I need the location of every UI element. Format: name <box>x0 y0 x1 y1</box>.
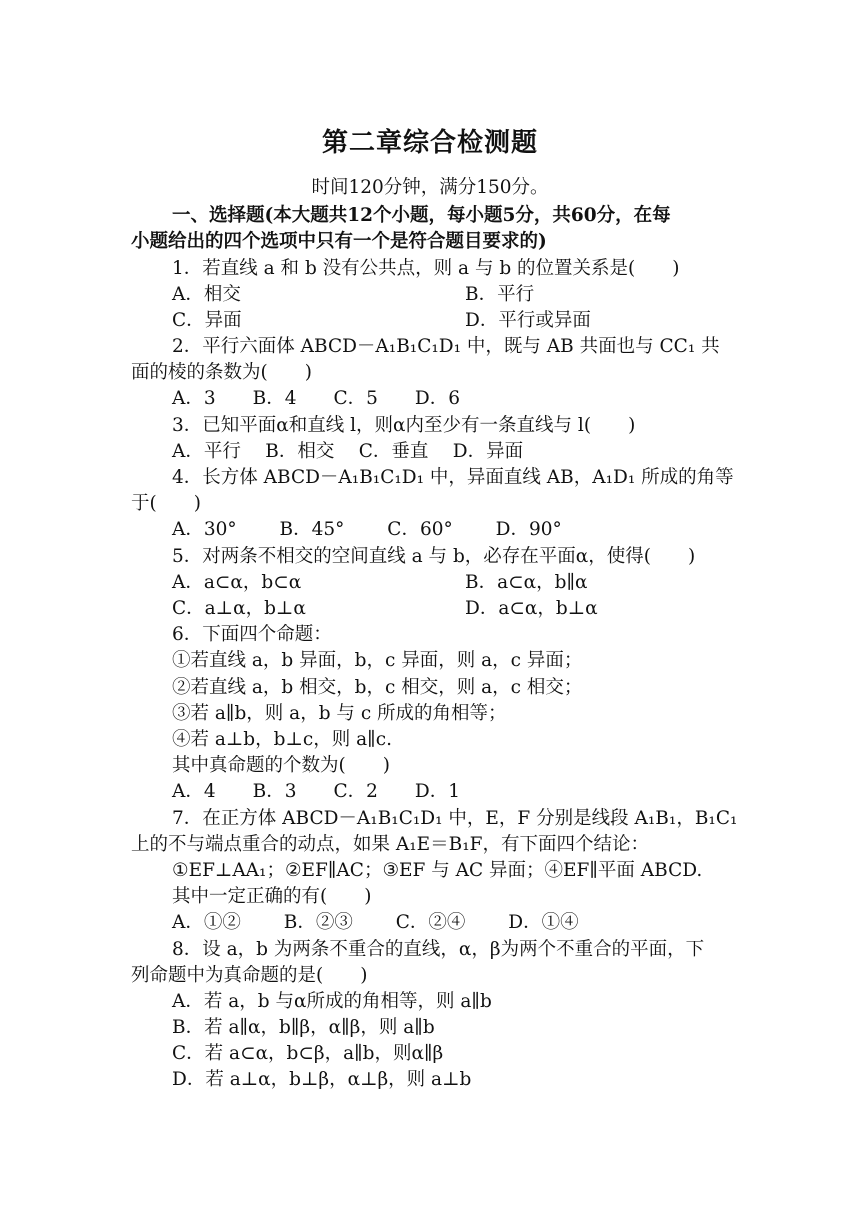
q5-option-a: A．a⊂α，b⊂α <box>172 572 302 593</box>
question-4-stem-line-2: 于( ) <box>131 493 201 514</box>
q6-options: A．4 B．3 C．2 D．1 <box>172 781 461 802</box>
question-7-stem-line-1: 7．在正方体 ABCD－A₁B₁C₁D₁ 中，E，F 分别是线段 A₁B₁，B₁C₁ <box>172 808 738 829</box>
q6-proposition-4: ④若 a⊥b，b⊥c，则 a∥c. <box>172 729 392 750</box>
q1-option-d: D．平行或异面 <box>465 310 591 331</box>
q6-question: 其中真命题的个数为( ) <box>172 755 390 776</box>
q7-conclusions: ①EF⊥AA₁；②EF∥AC；③EF 与 AC 异面；④EF∥平面 ABCD. <box>172 860 703 881</box>
q8-option-c: C．若 a⊂α，b⊂β，a∥b，则α∥β <box>172 1043 444 1064</box>
question-2-stem-line-2: 面的棱的条数为( ) <box>131 362 312 383</box>
q3-options: A．平行 B．相交 C．垂直 D．异面 <box>172 441 524 462</box>
q1-option-a: A．相交 <box>172 284 241 305</box>
question-2-stem-line-1: 2．平行六面体 ABCD－A₁B₁C₁D₁ 中，既与 AB 共面也与 CC₁ 共 <box>172 336 720 357</box>
q6-proposition-1: ①若直线 a，b 异面，b，c 异面，则 a，c 异面； <box>172 650 583 671</box>
question-6-stem: 6．下面四个命题： <box>172 624 332 645</box>
question-5-stem: 5．对两条不相交的空间直线 a 与 b，必存在平面α，使得( ) <box>172 546 696 567</box>
q8-option-b: B．若 a∥α，b∥β，α∥β，则 a∥b <box>172 1017 435 1038</box>
q6-proposition-2: ②若直线 a，b 相交，b，c 相交，则 a，c 相交； <box>172 677 583 698</box>
q8-option-d: D．若 a⊥α，b⊥β，α⊥β，则 a⊥b <box>172 1069 472 1090</box>
q4-options: A．30° B．45° C．60° D．90° <box>172 519 562 540</box>
page-title: 第二章综合检测题 <box>321 128 538 158</box>
section-heading-line-1: 一、选择题(本大题共12个小题，每小题5分，共60分，在每 <box>172 205 671 226</box>
q1-option-c: C．异面 <box>172 310 242 331</box>
question-8-stem-line-2: 列命题中为真命题的是( ) <box>131 965 368 986</box>
section-heading-line-2: 小题给出的四个选项中只有一个是符合题目要求的) <box>131 231 547 252</box>
question-3-stem: 3．已知平面α和直线 l，则α内至少有一条直线与 l( ) <box>172 415 636 436</box>
q2-options: A．3 B．4 C．5 D．6 <box>172 388 461 409</box>
q6-proposition-3: ③若 a∥b，则 a，b 与 c 所成的角相等； <box>172 703 507 724</box>
q8-option-a: A．若 a，b 与α所成的角相等，则 a∥b <box>172 991 492 1012</box>
q7-question: 其中一定正确的有( ) <box>172 886 372 907</box>
q5-option-c: C．a⊥α，b⊥α <box>172 598 306 619</box>
question-1-stem: 1．若直线 a 和 b 没有公共点，则 a 与 b 的位置关系是( ) <box>172 258 680 279</box>
time-info: 时间120分钟，满分150分。 <box>311 177 549 198</box>
question-7-stem-line-2: 上的不与端点重合的动点，如果 A₁E＝B₁F，有下面四个结论： <box>131 834 650 855</box>
q5-option-b: B．a⊂α，b∥α <box>465 572 588 593</box>
q1-option-b: B．平行 <box>465 284 535 305</box>
q7-options: A．①② B．②③ C．②④ D．①④ <box>172 912 579 933</box>
question-4-stem-line-1: 4．长方体 ABCD－A₁B₁C₁D₁ 中，异面直线 AB，A₁D₁ 所成的角等 <box>172 467 734 488</box>
question-8-stem-line-1: 8．设 a，b 为两条不重合的直线，α，β为两个不重合的平面，下 <box>172 939 705 960</box>
q5-option-d: D．a⊂α，b⊥α <box>465 598 598 619</box>
